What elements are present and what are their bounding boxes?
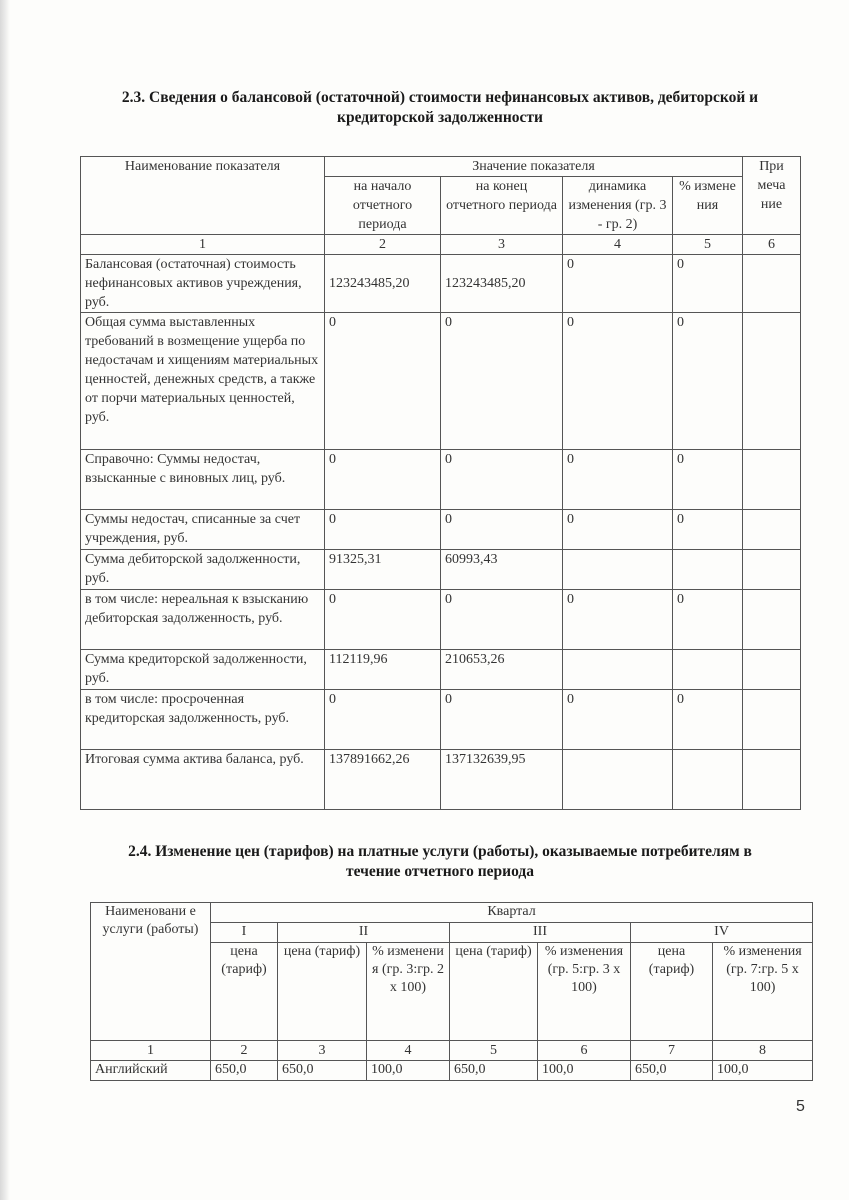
section-2-4-title-line1: 2.4. Изменение цен (тарифов) на платные услуги (работы), оказываемые потребителям в — [128, 843, 752, 860]
col-number: 4 — [367, 1041, 450, 1061]
header-end: на конец отчетного периода — [441, 177, 563, 235]
row-start: 0 — [325, 313, 441, 450]
row-dynamics — [563, 750, 673, 810]
header-dynamics: динамика изменения (гр. 3 - гр. 2) — [563, 177, 673, 235]
section-2-3-title-line2: кредиторской задолженности — [337, 109, 543, 126]
row-note — [743, 313, 801, 450]
tariffs-table — [90, 902, 813, 1081]
col-number: 4 — [563, 235, 673, 255]
table-row — [81, 313, 801, 450]
section-2-3-title — [60, 88, 820, 128]
row-start: 91325,31 — [325, 550, 441, 590]
table-row — [81, 550, 801, 590]
row-note — [743, 690, 801, 750]
row-start: 137891662,26 — [325, 750, 441, 810]
row-note — [743, 750, 801, 810]
row-name: Суммы недостач, списанные за счет учреждения, руб. — [81, 510, 325, 550]
row-percent: 0 — [673, 590, 743, 650]
scan-edge-shadow — [0, 0, 10, 1200]
row-dynamics: 0 — [563, 690, 673, 750]
row-end: 0 — [441, 510, 563, 550]
row-percent: 0 — [673, 510, 743, 550]
row-percent — [673, 750, 743, 810]
row-start: 0 — [325, 510, 441, 550]
header-service: Наименовани е услуги (работы) — [91, 903, 211, 1041]
header-q4: IV — [631, 923, 813, 943]
table-row — [81, 750, 801, 810]
col-number: 1 — [91, 1041, 211, 1061]
col-number: 2 — [325, 235, 441, 255]
row-service: Английский — [91, 1061, 211, 1081]
row-q3-price: 650,0 — [450, 1061, 538, 1081]
header-q1: I — [211, 923, 278, 943]
row-percent: 0 — [673, 690, 743, 750]
row-percent: 0 — [673, 313, 743, 450]
header-name: Наименование показателя — [81, 157, 325, 235]
row-note — [743, 450, 801, 510]
row-name: Сумма кредиторской задолженности, руб. — [81, 650, 325, 690]
table-row — [91, 1061, 813, 1081]
col-number: 1 — [81, 235, 325, 255]
row-start: 123243485,20 — [325, 255, 441, 313]
row-name: Балансовая (остаточная) стоимость нефинансовых активов учреждения, руб. — [81, 255, 325, 313]
row-start: 0 — [325, 690, 441, 750]
column-numbers-row — [91, 1041, 813, 1061]
row-q4-price: 650,0 — [631, 1061, 713, 1081]
row-percent: 0 — [673, 255, 743, 313]
header-q3-pct: % изменения (гр. 5:гр. 3 х 100) — [538, 943, 631, 1041]
row-name: в том числе: просроченная кредиторская задолженность, руб. — [81, 690, 325, 750]
row-name: в том числе: нереальная к взысканию дебиторская задолженность, руб. — [81, 590, 325, 650]
header-value-group: Значение показателя — [325, 157, 743, 177]
row-note — [743, 255, 801, 313]
row-note — [743, 550, 801, 590]
row-percent — [673, 550, 743, 590]
col-number: 5 — [450, 1041, 538, 1061]
header-q2-price: цена (тариф) — [278, 943, 367, 1041]
section-2-4-title — [60, 842, 820, 882]
page-number: 5 — [796, 1098, 805, 1115]
col-number: 6 — [743, 235, 801, 255]
column-numbers-row — [81, 235, 801, 255]
row-note — [743, 510, 801, 550]
row-end: 123243485,20 — [441, 255, 563, 313]
header-q2-pct: % изменени я (гр. 3:гр. 2 х 100) — [367, 943, 450, 1041]
header-q2: II — [278, 923, 450, 943]
row-q3-pct: 100,0 — [538, 1061, 631, 1081]
header-note: При меча ние — [743, 157, 801, 235]
row-q2-pct: 100,0 — [367, 1061, 450, 1081]
col-number: 3 — [278, 1041, 367, 1061]
row-dynamics: 0 — [563, 450, 673, 510]
table-row — [81, 650, 801, 690]
header-start: на начало отчетного периода — [325, 177, 441, 235]
row-dynamics: 0 — [563, 313, 673, 450]
row-dynamics: 0 — [563, 255, 673, 313]
row-name: Сумма дебиторской задолженности, руб. — [81, 550, 325, 590]
table-row — [81, 690, 801, 750]
row-q4-pct: 100,0 — [713, 1061, 813, 1081]
row-percent: 0 — [673, 450, 743, 510]
row-name: Общая сумма выставленных требований в возмещение ущерба по недостачам и хищениям материальных ценностей, денежных средств, а также от порчи материальных ценностей, руб. — [81, 313, 325, 450]
col-number: 5 — [673, 235, 743, 255]
table-row — [81, 590, 801, 650]
header-q4-price: цена (тариф) — [631, 943, 713, 1041]
row-end: 0 — [441, 450, 563, 510]
row-dynamics — [563, 650, 673, 690]
row-dynamics — [563, 550, 673, 590]
section-2-3-title-line1: 2.3. Сведения о балансовой (остаточной) стоимости нефинансовых активов, дебиторской и — [121, 89, 759, 106]
row-dynamics: 0 — [563, 510, 673, 550]
row-name: Итоговая сумма актива баланса, руб. — [81, 750, 325, 810]
header-q3: III — [450, 923, 631, 943]
row-start: 112119,96 — [325, 650, 441, 690]
table-row — [81, 450, 801, 510]
row-name: Справочно: Суммы недостач, взысканные с виновных лиц, руб. — [81, 450, 325, 510]
row-start: 0 — [325, 590, 441, 650]
header-q4-pct: % изменения (гр. 7:гр. 5 х 100) — [713, 943, 813, 1041]
row-end: 137132639,95 — [441, 750, 563, 810]
row-end: 0 — [441, 690, 563, 750]
header-percent: % измене ния — [673, 177, 743, 235]
row-q1-price: 650,0 — [211, 1061, 278, 1081]
balance-table — [80, 156, 801, 810]
col-number: 3 — [441, 235, 563, 255]
col-number: 2 — [211, 1041, 278, 1061]
row-note — [743, 650, 801, 690]
row-end: 0 — [441, 590, 563, 650]
row-end: 210653,26 — [441, 650, 563, 690]
table-row — [81, 255, 801, 313]
table-row — [81, 510, 801, 550]
row-percent — [673, 650, 743, 690]
row-dynamics: 0 — [563, 590, 673, 650]
section-2-4-title-line2: течение отчетного периода — [346, 863, 534, 880]
row-q2-price: 650,0 — [278, 1061, 367, 1081]
row-note — [743, 590, 801, 650]
header-q3-price: цена (тариф) — [450, 943, 538, 1041]
col-number: 8 — [713, 1041, 813, 1061]
header-q1-price: цена (тариф) — [211, 943, 278, 1041]
row-end: 0 — [441, 313, 563, 450]
row-end: 60993,43 — [441, 550, 563, 590]
row-start: 0 — [325, 450, 441, 510]
header-quarter: Квартал — [211, 903, 813, 923]
col-number: 7 — [631, 1041, 713, 1061]
col-number: 6 — [538, 1041, 631, 1061]
